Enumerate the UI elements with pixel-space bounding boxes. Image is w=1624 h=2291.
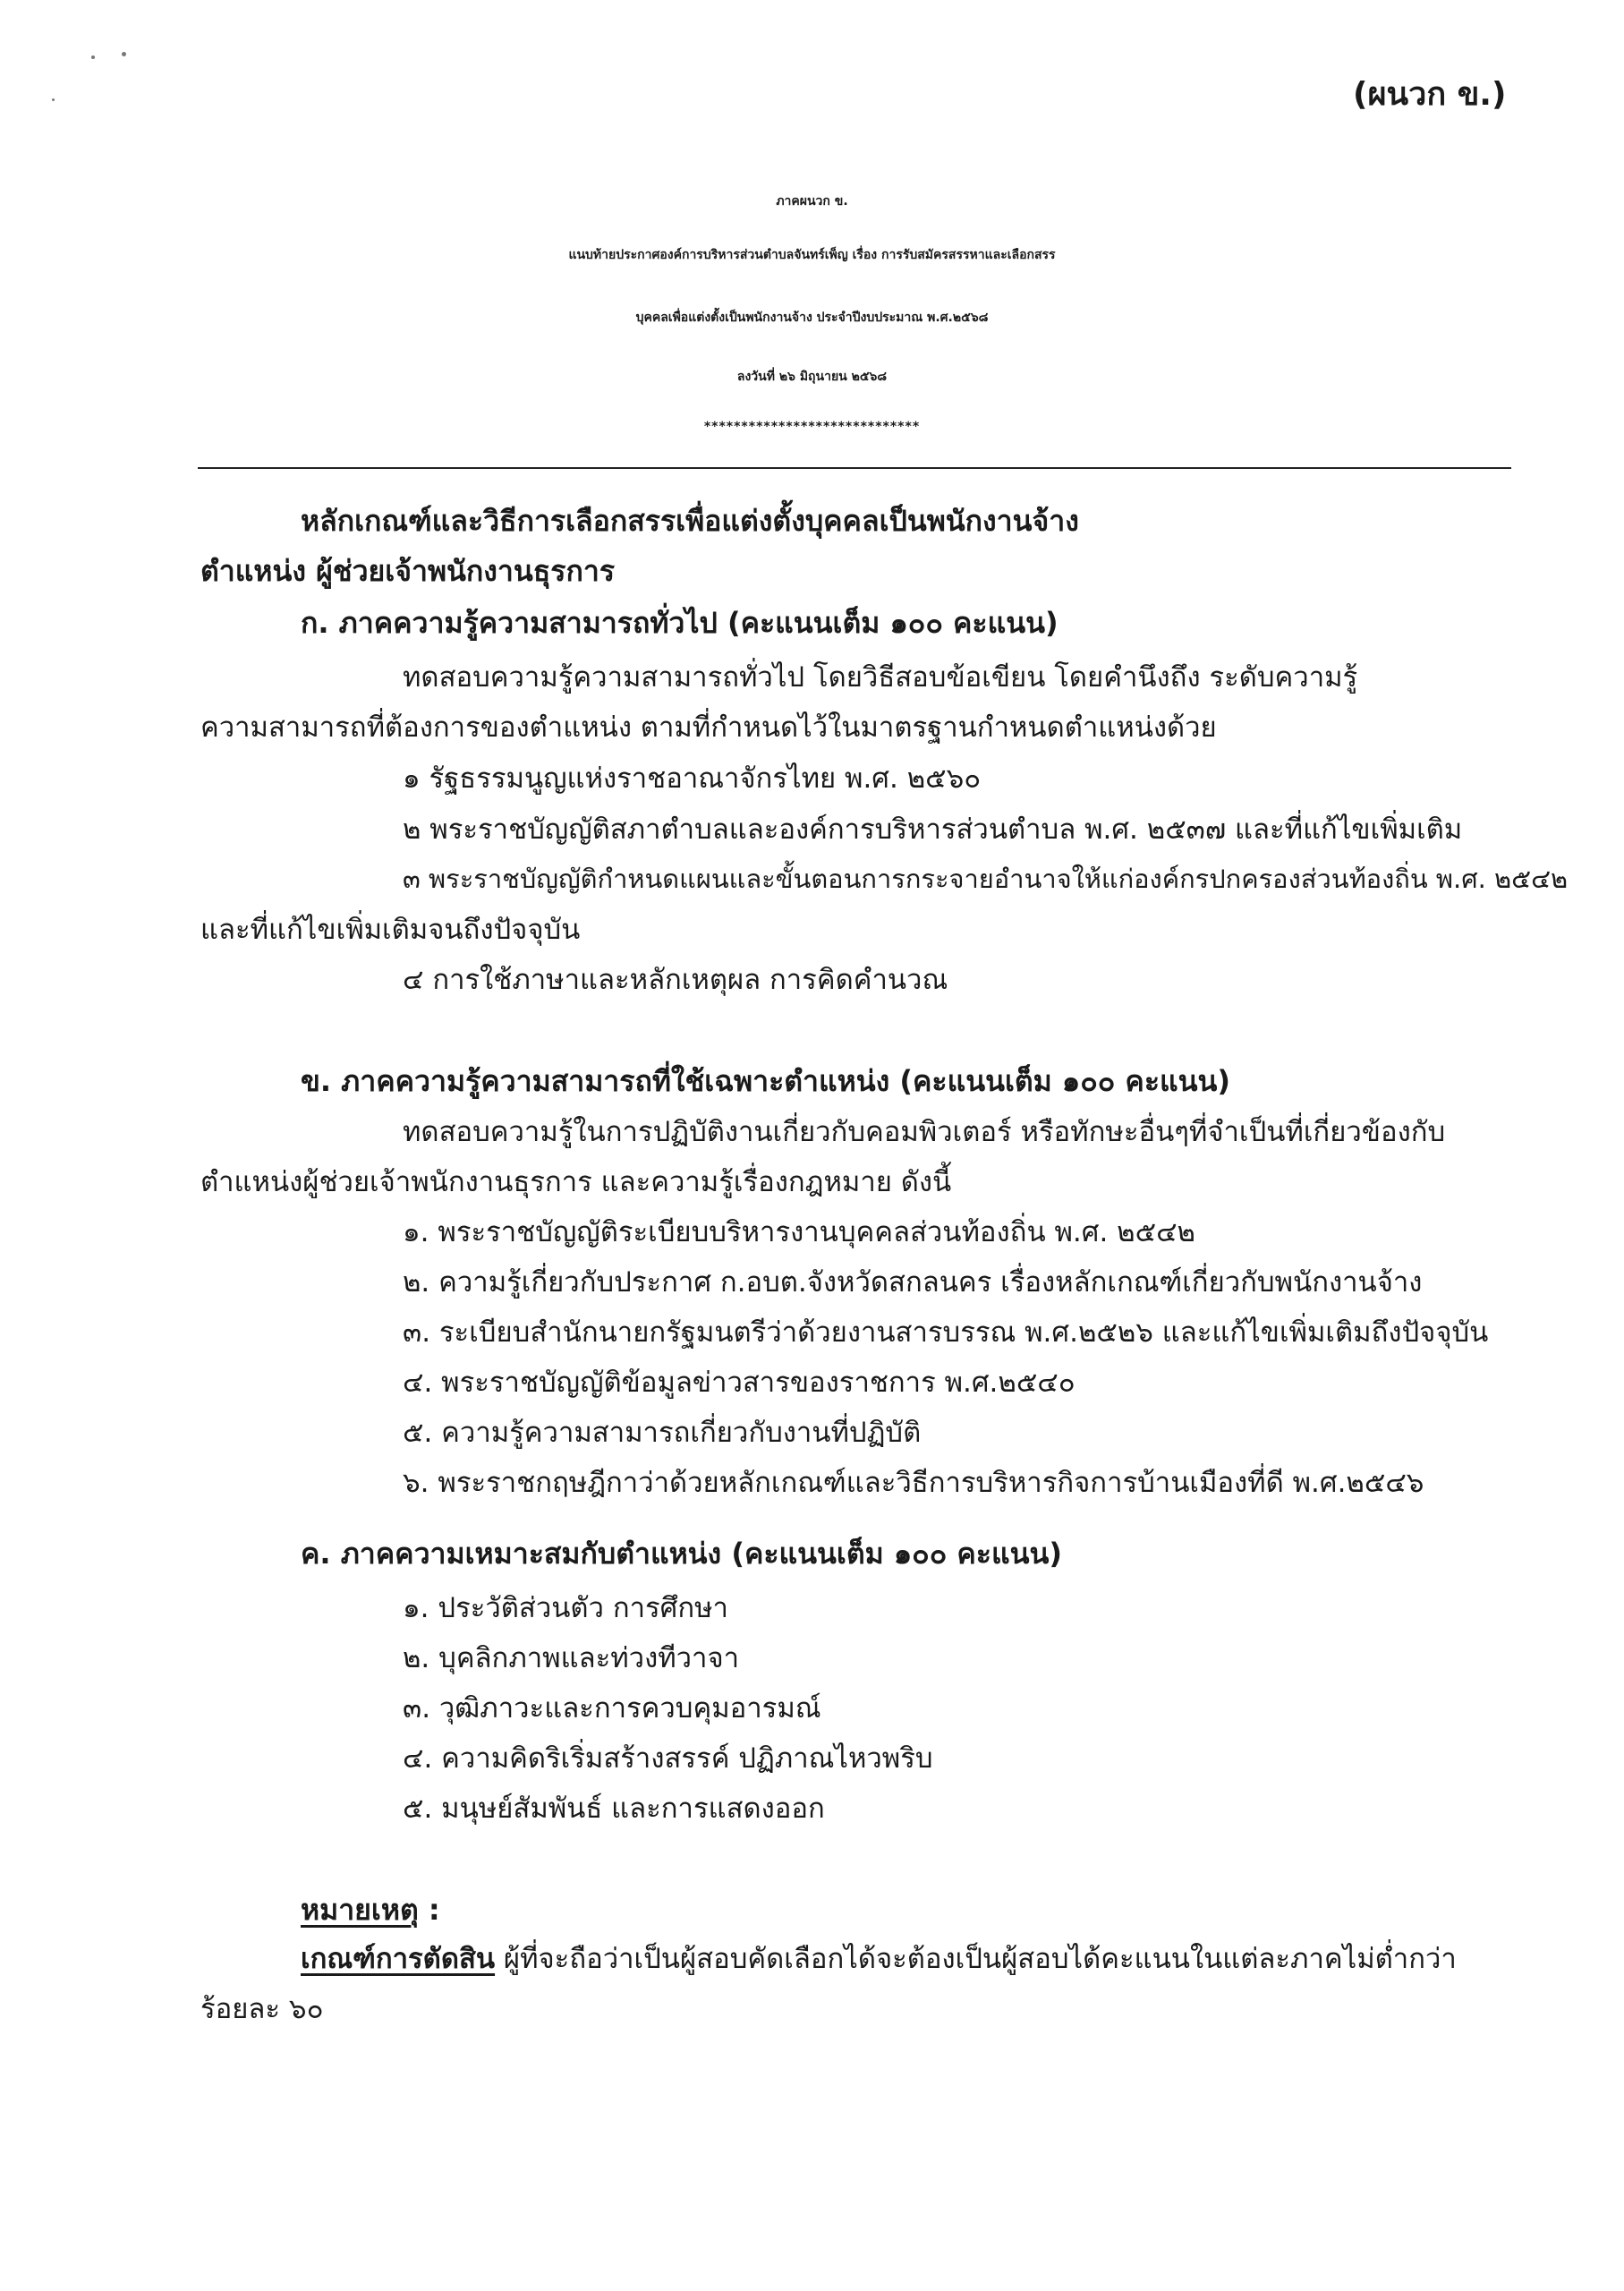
section-a-heading: ก. ภาคความรู้ความสามารถทั่วไป (คะแนนเต็ม ๑๐๐ คะแนน) xyxy=(301,606,1059,640)
scan-speck xyxy=(52,98,55,101)
section-b-intro: ตำแหน่งผู้ช่วยเจ้าพนักงานธุรการ และความรู้เรื่องกฎหมาย ดังนี้ xyxy=(200,1166,952,1198)
annex-tag: (ผนวก ข.) xyxy=(1353,76,1507,113)
list-item: ๓. ระเบียบสำนักนายกรัฐมนตรีว่าด้วยงานสารบรรณ พ.ศ.๒๕๒๖ และแก้ไขเพิ่มเติมถึงปัจจุบัน xyxy=(403,1316,1489,1349)
criterion-text: ผู้ที่จะถือว่าเป็นผู้สอบคัดเลือกได้จะต้องเป็นผู้สอบได้คะแนนในแต่ละภาคไม่ต่ำกว่า xyxy=(495,1943,1457,1975)
section-c-heading: ค. ภาคความเหมาะสมกับตำแหน่ง (คะแนนเต็ม ๑๐๐ คะแนน) xyxy=(301,1537,1062,1571)
remarks-label-line xyxy=(301,1893,440,1927)
doc-title-2: แนบท้ายประกาศองค์การบริหารส่วนตำบลจันทร์เพ็ญ เรื่อง การรับสมัครสรรหาและเลือกสรร xyxy=(568,248,1056,262)
stars-divider: ***************************** xyxy=(703,420,921,434)
criterion-label: เกณฑ์การตัดสิน xyxy=(301,1943,496,1975)
list-item: ๕. มนุษย์สัมพันธ์ และการแสดงออก xyxy=(403,1793,825,1825)
list-item: ๔ การใช้ภาษาและหลักเหตุผล การคิดคำนวณ xyxy=(403,964,948,996)
section-b-heading: ข. ภาคความรู้ความสามารถที่ใช้เฉพาะตำแหน่ง (คะแนนเต็ม ๑๐๐ คะแนน) xyxy=(301,1064,1231,1098)
list-item: ๓. วุฒิภาวะและการควบคุมอารมณ์ xyxy=(403,1692,821,1725)
list-item: ๑ รัฐธรรมนูญแห่งราชอาณาจักรไทย พ.ศ. ๒๕๖๐ xyxy=(403,762,982,795)
criteria-heading: หลักเกณฑ์และวิธีการเลือกสรรเพื่อแต่งตั้งบุคคลเป็นพนักงานจ้าง xyxy=(301,504,1079,538)
doc-date-line: ลงวันที่ ๒๖ มิถุนายน ๒๕๖๘ xyxy=(736,370,888,384)
list-item: ๑. พระราชบัญญัติระเบียบบริหารงานบุคคลส่วนท้องถิ่น พ.ศ. ๒๕๔๒ xyxy=(403,1216,1195,1248)
remarks-label: หมายเหตุ xyxy=(301,1893,419,1927)
position-line: ตำแหน่ง ผู้ช่วยเจ้าพนักงานธุรการ xyxy=(200,554,616,588)
section-a-intro: ทดสอบความรู้ความสามารถทั่วไป โดยวิธีสอบข้อเขียน โดยคำนึงถึง ระดับความรู้ xyxy=(403,661,1358,694)
list-item: ๑. ประวัติส่วนตัว การศึกษา xyxy=(403,1592,728,1624)
list-item: ๓ พระราชบัญญัติกำหนดแผนและขั้นตอนการกระจายอำนาจให้แก่องค์กรปกครองส่วนท้องถิ่น พ.ศ. ๒๕๔๒ xyxy=(403,864,1569,894)
remarks-colon: : xyxy=(418,1893,440,1927)
list-item: ๔. พระราชบัญญัติข้อมูลข่าวสารของราชการ พ.ศ.๒๕๔๐ xyxy=(403,1367,1076,1399)
scan-speck xyxy=(122,52,126,56)
list-item: ๕. ความรู้ความสามารถเกี่ยวกับงานที่ปฏิบัติ xyxy=(403,1417,922,1449)
section-b-intro: ทดสอบความรู้ในการปฏิบัติงานเกี่ยวกับคอมพิวเตอร์ หรือทักษะอื่นๆที่จำเป็นที่เกี่ยวข้องกับ xyxy=(403,1116,1446,1148)
list-item: ๒. ความรู้เกี่ยวกับประกาศ ก.อบต.จังหวัดสกลนคร เรื่องหลักเกณฑ์เกี่ยวกับพนักงานจ้าง xyxy=(403,1266,1423,1299)
list-item: ๒. บุคลิกภาพและท่วงทีวาจา xyxy=(403,1642,740,1674)
horizontal-rule xyxy=(198,467,1511,469)
criterion-line xyxy=(301,1943,1457,1975)
list-item: ๒ พระราชบัญญัติสภาตำบลและองค์การบริหารส่วนตำบล พ.ศ. ๒๕๓๗ และที่แก้ไขเพิ่มเติม xyxy=(403,813,1463,846)
list-item: ๖. พระราชกฤษฎีกาว่าด้วยหลักเกณฑ์และวิธีการบริหารกิจการบ้านเมืองที่ดี พ.ศ.๒๕๔๖ xyxy=(403,1467,1424,1499)
doc-title-3: บุคคลเพื่อแต่งตั้งเป็นพนักงานจ้าง ประจำปีงบประมาณ พ.ศ.๒๕๖๘ xyxy=(635,311,989,325)
criterion-continuation: ร้อยละ ๖๐ xyxy=(200,1993,324,2025)
doc-title-1: ภาคผนวก ข. xyxy=(776,194,848,209)
scan-speck xyxy=(91,55,95,59)
list-item: ๔. ความคิดริเริ่มสร้างสรรค์ ปฏิภาณไหวพริบ xyxy=(403,1742,933,1775)
list-item-continuation: และที่แก้ไขเพิ่มเติมจนถึงปัจจุบัน xyxy=(200,914,581,946)
section-a-intro: ความสามารถที่ต้องการของตำแหน่ง ตามที่กำหนดไว้ในมาตรฐานกำหนดตำแหน่งด้วย xyxy=(200,711,1217,744)
